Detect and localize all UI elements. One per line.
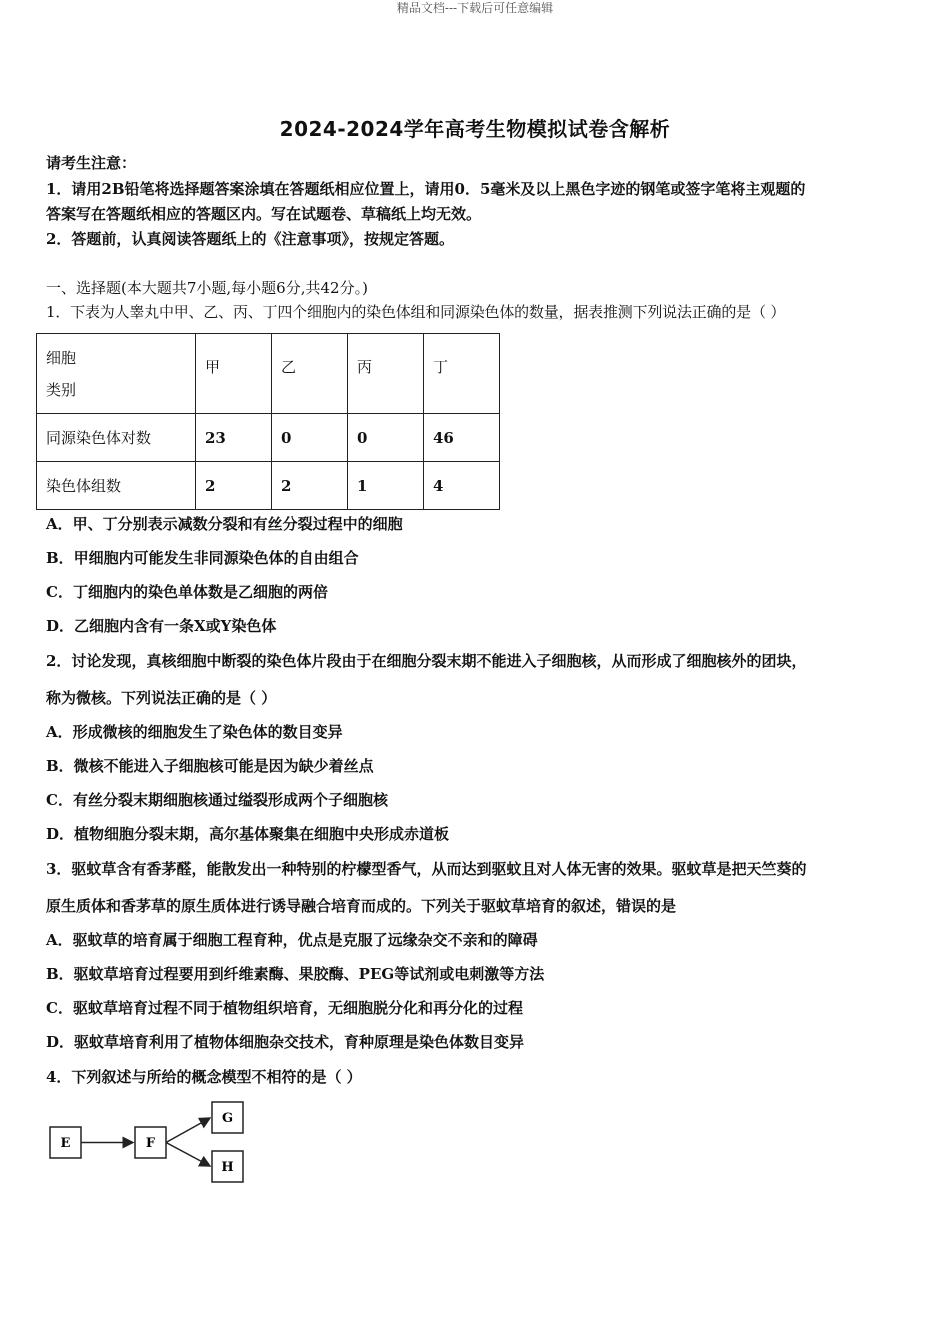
q3-option-c: C．驱蚊草培育过程不同于植物组织培育，无细胞脱分化和再分化的过程 (46, 999, 523, 1017)
table-header-line-2: 类别 (46, 380, 77, 399)
node-e-label: E (60, 1136, 71, 1151)
notice-item-1-line-2: 答案写在答题纸相应的答题区内。写在试题卷、草稿纸上均无效。 (46, 205, 482, 223)
table-col-header: 丙 (348, 334, 424, 414)
table-row-label: 染色体组数 (37, 462, 196, 510)
notice-item-1-line-1: 1．请用2B铅笔将选择题答案涂填在答题纸相应位置上，请用0．5毫米及以上黑色字迹的钢笔或签字笔将主观题的 (46, 180, 806, 198)
table-cell: 23 (196, 414, 272, 462)
q2-stem-line-1: 2．讨论发现，真核细胞中断裂的染色体片段由于在细胞分裂末期不能进入子细胞核，从而形成了细胞核外的团块， (46, 652, 807, 670)
q1-option-b: B．甲细胞内可能发生非同源染色体的自由组合 (46, 549, 359, 567)
table-cell: 46 (424, 414, 500, 462)
table-header-cell (37, 334, 196, 414)
node-f-label: F (145, 1136, 156, 1151)
page-title: 2024-2024学年高考生物模拟试卷含解析 (279, 117, 671, 141)
q4-stem: 4．下列叙述与所给的概念模型不相符的是（ ） (46, 1068, 362, 1086)
table-cell: 4 (424, 462, 500, 510)
table-header-row (37, 334, 500, 414)
concept-model-diagram (44, 1095, 254, 1191)
q1-option-c: C．丁细胞内的染色单体数是乙细胞的两倍 (46, 583, 328, 601)
table-col-header: 乙 (272, 334, 348, 414)
section-heading: 一、选择题(本大题共7小题,每小题6分,共42分。) (46, 279, 368, 297)
table-row-label: 同源染色体对数 (37, 414, 196, 462)
q1-option-a: A．甲、丁分别表示减数分裂和有丝分裂过程中的细胞 (46, 515, 403, 533)
table-cell: 0 (272, 414, 348, 462)
q2-option-a: A．形成微核的细胞发生了染色体的数目变异 (46, 723, 343, 741)
q3-stem-line-1: 3．驱蚊草含有香茅醛，能散发出一种特别的柠檬型香气，从而达到驱蚊且对人体无害的效果。驱蚊草是把天竺葵的 (46, 860, 807, 878)
table-col-header: 甲 (196, 334, 272, 414)
table-cell: 2 (272, 462, 348, 510)
q2-option-b: B．微核不能进入子细胞核可能是因为缺少着丝点 (46, 757, 374, 775)
table-row (37, 462, 500, 510)
q1-option-d: D．乙细胞内含有一条X或Y染色体 (46, 617, 277, 635)
q1-table (36, 333, 500, 510)
table-cell: 0 (348, 414, 424, 462)
q2-option-c: C．有丝分裂末期细胞核通过缢裂形成两个子细胞核 (46, 791, 388, 809)
q3-option-b: B．驱蚊草培育过程要用到纤维素酶、果胶酶、PEG等试剂或电刺激等方法 (46, 965, 545, 983)
q3-option-a: A．驱蚊草的培育属于细胞工程育种，优点是克服了远缘杂交不亲和的障碍 (46, 931, 538, 949)
table-col-header: 丁 (424, 334, 500, 414)
table-row (37, 414, 500, 462)
notice-heading: 请考生注意： (46, 154, 137, 172)
q2-stem-line-2: 称为微核。下列说法正确的是（ ） (46, 689, 277, 707)
q1-stem: 1．下表为人睾丸中甲、乙、丙、丁四个细胞内的染色体组和同源染色体的数量，据表推测下列说法正确的是（ ） (46, 303, 786, 321)
q3-option-d: D．驱蚊草培育利用了植物体细胞杂交技术，育种原理是染色体数目变异 (46, 1033, 525, 1051)
table-header-line-1: 细胞 (46, 348, 77, 367)
arrow-f-to-h (166, 1143, 210, 1167)
arrow-f-to-g (166, 1118, 210, 1143)
header-note: 精品文档---下载后可任意编辑 (396, 1, 554, 15)
notice-item-2: 2．答题前，认真阅读答题纸上的《注意事项》，按规定答题。 (46, 230, 454, 248)
node-h-label: H (221, 1160, 234, 1175)
table-cell: 1 (348, 462, 424, 510)
q2-option-d: D．植物细胞分裂末期，高尔基体聚集在细胞中央形成赤道板 (46, 825, 450, 843)
q3-stem-line-2: 原生质体和香茅草的原生质体进行诱导融合培育而成的。下列关于驱蚊草培育的叙述，错误的是 (46, 897, 677, 915)
table-cell: 2 (196, 462, 272, 510)
node-g-label: G (221, 1111, 234, 1126)
